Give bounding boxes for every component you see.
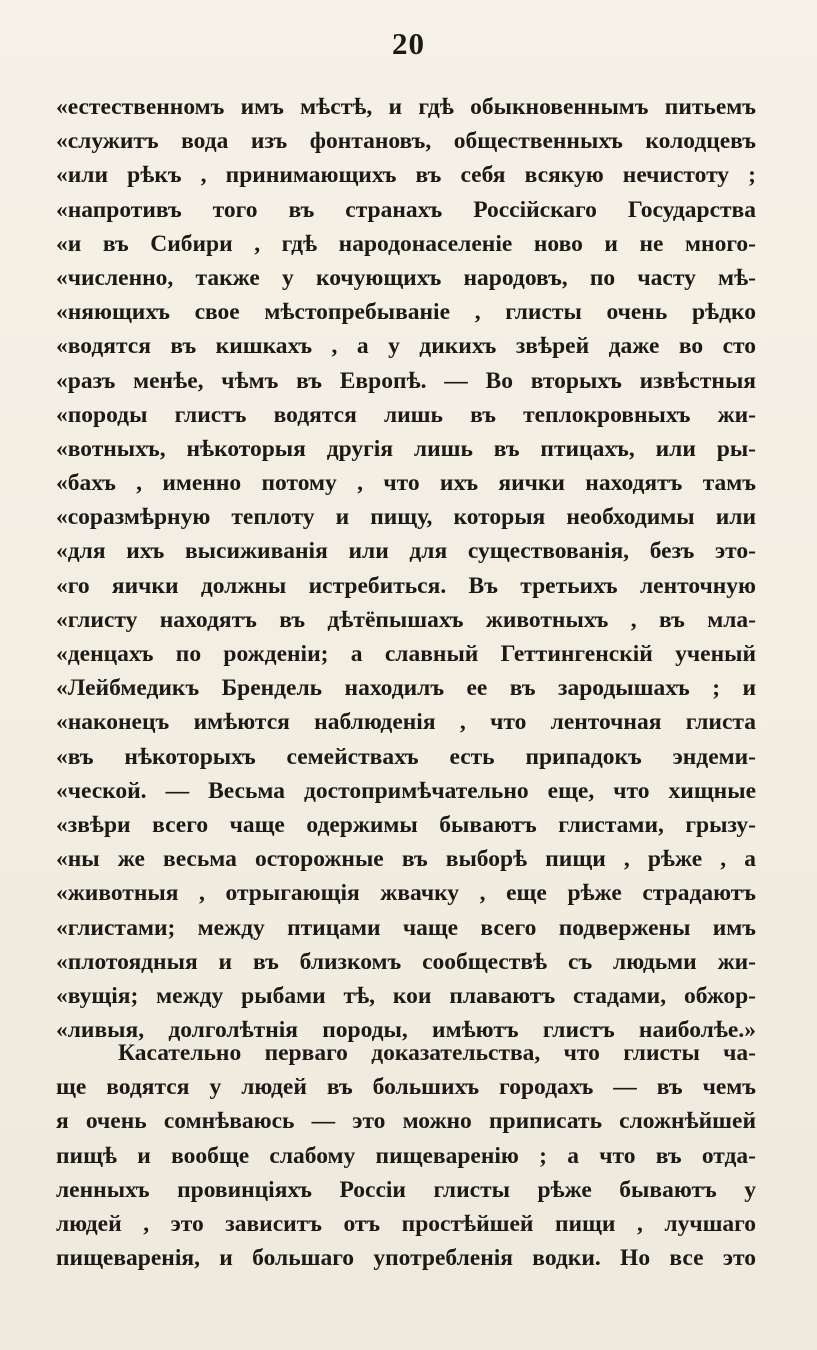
- text-line: «соразмѣрную теплоту и пищу, которыя необходимы или: [56, 504, 756, 531]
- text-line: «глисту находятъ въ дѣтёпышахъ животныхъ , въ мла-: [56, 606, 756, 633]
- quoted-passage: [56, 90, 756, 1047]
- text-line: ленныхъ провинціяхъ Россіи глисты рѣже бываютъ у: [56, 1176, 756, 1203]
- text-line: «ны же весьма осторожные въ выборѣ пищи , рѣже , а: [56, 846, 756, 873]
- text-line: «глистами; между птицами чаще всего подвержены имъ: [56, 914, 756, 941]
- text-line: пищѣ и вообще слабому пищеваренію ; а что въ отда-: [56, 1142, 756, 1169]
- text-line: «или рѣкъ , принимающихъ въ себя всякую нечистоту ;: [56, 162, 756, 189]
- text-line: «го яички должны истребиться. Въ третьихъ ленточную: [56, 572, 756, 599]
- text-line: «для ихъ высиживанія или для существованія, безъ это-: [56, 538, 756, 565]
- text-line: «въ нѣкоторыхъ семействахъ есть припадокъ эндеми-: [56, 743, 756, 770]
- text-line: «Лейбмедикъ Брендель находилъ ее въ зародышахъ ; и: [56, 675, 756, 702]
- text-line: «служитъ вода изъ фонтановъ, общественныхъ колодцевъ: [56, 128, 756, 155]
- text-line: «разъ менѣе, чѣмъ въ Европѣ. — Во вторыхъ извѣстныя: [56, 367, 756, 394]
- text-line: пищеваренія, и большаго употребленія водки. Но все это: [56, 1245, 756, 1272]
- text-line: «денцахъ по рожденіи; а славный Геттингенскій ученый: [56, 641, 756, 667]
- text-line: «наконецъ имѣются наблюденія , что ленточная глиста: [56, 709, 756, 736]
- body-paragraph: [56, 1036, 756, 1275]
- text-line: «напротивъ того въ странахъ Россійскаго Государства: [56, 196, 756, 223]
- text-line: я очень сомнѣваюсь — это можно приписать сложнѣйшей: [56, 1108, 756, 1135]
- page-number: 20: [392, 26, 425, 61]
- text-line: «вотныхъ, нѣкоторыя другія лишь въ птицахъ, или ры-: [56, 435, 756, 462]
- text-line: «ческой. — Весьма достопримѣчательно еще, что хищные: [56, 777, 756, 804]
- text-line: «численно, также у кочующихъ народовъ, по часту мѣ-: [56, 264, 756, 291]
- text-line: «породы глистъ водятся лишь въ теплокровныхъ жи-: [56, 401, 756, 428]
- text-line: «естественномъ имъ мѣстѣ, и гдѣ обыкновеннымъ питьемъ: [56, 94, 756, 120]
- text-line: ще водятся у людей въ большихъ городахъ — въ чемъ: [56, 1074, 756, 1101]
- text-line: Касательно перваго доказательства, что глисты ча-: [118, 1040, 756, 1066]
- text-line: «водятся въ кишкахъ , а у дикихъ звѣрей даже во сто: [56, 333, 756, 360]
- text-line: «няющихъ свое мѣстопребываніе , глисты очень рѣдко: [56, 299, 756, 326]
- text-line: «бахъ , именно потому , что ихъ яички находятъ тамъ: [56, 470, 756, 497]
- text-line: «плотоядныя и въ близкомъ сообществѣ съ людьми жи-: [56, 948, 756, 975]
- text-line: «и въ Сибири , гдѣ народонаселеніе ново и не много-: [56, 230, 756, 257]
- text-line: «звѣри всего чаще одержимы бываютъ глистами, грызу-: [56, 811, 756, 838]
- text-line: «животныя , отрыгающія жвачку , еще рѣже страдаютъ: [56, 880, 756, 907]
- text-line: «ливыя, долголѣтнія породы, имѣютъ глистъ наиболѣе.»: [56, 1017, 756, 1044]
- text-line: «вущія; между рыбами тѣ, кои плаваютъ стадами, обжор-: [56, 982, 756, 1009]
- text-line: людей , это зависитъ отъ простѣйшей пищи , лучшаго: [56, 1210, 756, 1237]
